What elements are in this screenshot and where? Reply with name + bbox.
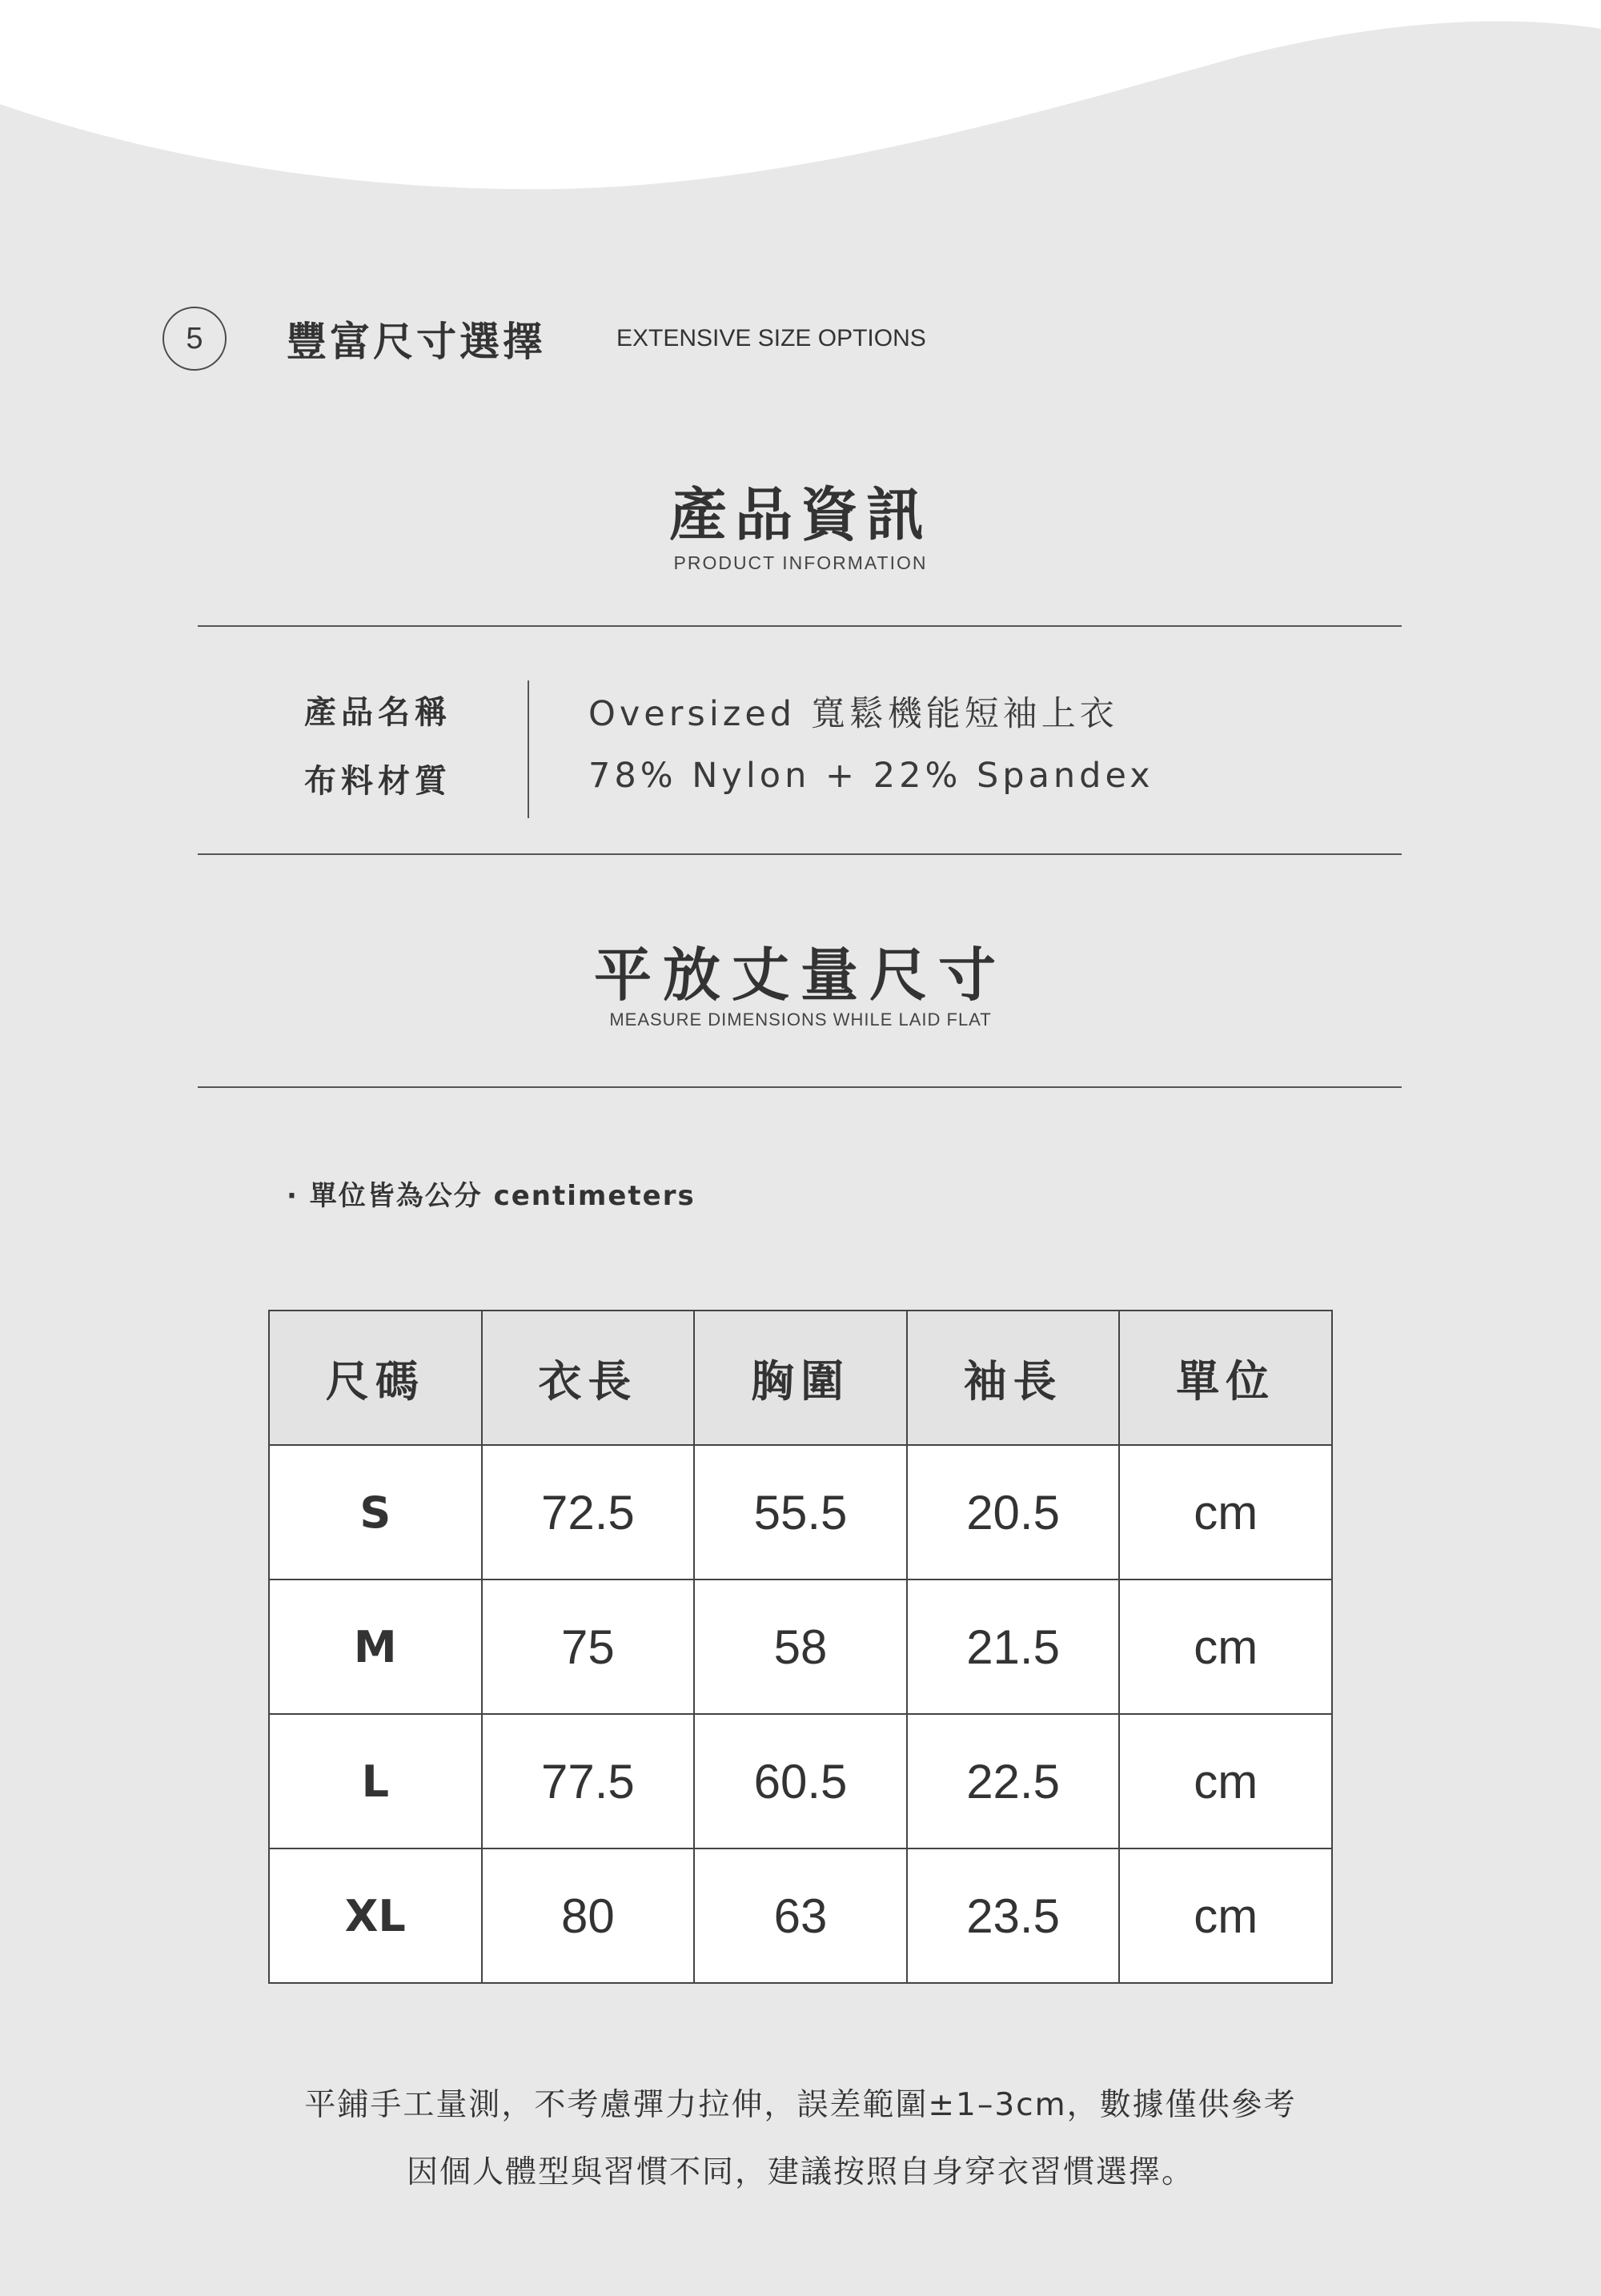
fabric-value: 78% Nylon + 22% Spandex [588,756,1154,796]
header-chest: 胸圍 [694,1311,907,1445]
fabric-label: 布料材質 [304,763,451,800]
sleeve-cell: 21.5 [907,1580,1120,1714]
table-row [269,1580,1332,1714]
length-cell: 75 [482,1580,695,1714]
section-header [163,304,926,373]
header-unit: 單位 [1119,1311,1332,1445]
header-size: 尺碼 [269,1311,482,1445]
divider-bottom [198,1086,1402,1088]
size-cell: XL [269,1848,482,1983]
length-cell: 77.5 [482,1714,695,1848]
footer-note-2: 因個人體型與習慣不同，建議按照自身穿衣習慣選擇。 [406,2154,1194,2190]
product-name-label: 產品名稱 [304,694,451,731]
info-vertical-divider [528,680,529,818]
table-row [269,1714,1332,1848]
sleeve-cell: 23.5 [907,1848,1120,1983]
table-header-row [269,1311,1332,1445]
section-number-badge: 5 [163,307,227,371]
length-cell: 80 [482,1848,695,1983]
unit-cell: cm [1119,1580,1332,1714]
divider-top [198,625,1402,627]
table-row [269,1848,1332,1983]
size-table [268,1310,1333,1984]
section-title-en: EXTENSIVE SIZE OPTIONS [616,325,926,351]
top-wave-decoration [0,0,1601,208]
unit-cell: cm [1119,1445,1332,1580]
unit-cell: cm [1119,1848,1332,1983]
chest-cell: 63 [694,1848,907,1983]
table-row [269,1445,1332,1580]
chest-cell: 60.5 [694,1714,907,1848]
divider-middle [198,853,1402,855]
chest-cell: 58 [694,1580,907,1714]
unit-cell: cm [1119,1714,1332,1848]
measure-title: 平放丈量尺寸 [593,941,1007,1009]
header-length: 衣長 [482,1311,695,1445]
size-cell: M [269,1580,482,1714]
size-cell: S [269,1445,482,1580]
section-title-zh: 豐富尺寸選擇 [287,319,546,365]
sleeve-cell: 22.5 [907,1714,1120,1848]
header-sleeve: 袖長 [907,1311,1120,1445]
measure-subtitle: MEASURE DIMENSIONS WHILE LAID FLAT [609,1010,992,1030]
product-info-subtitle: PRODUCT INFORMATION [673,552,928,573]
size-cell: L [269,1714,482,1848]
product-name-value: Oversized 寬鬆機能短袖上衣 [588,694,1118,734]
footer-note-1: 平鋪手工量測，不考慮彈力拉伸，誤差範圍±1–3cm，數據僅供參考 [304,2087,1297,2123]
product-info-title: 產品資訊 [668,481,932,548]
unit-note: · 單位皆為公分 centimeters [287,1180,696,1212]
sleeve-cell: 20.5 [907,1445,1120,1580]
chest-cell: 55.5 [694,1445,907,1580]
length-cell: 72.5 [482,1445,695,1580]
